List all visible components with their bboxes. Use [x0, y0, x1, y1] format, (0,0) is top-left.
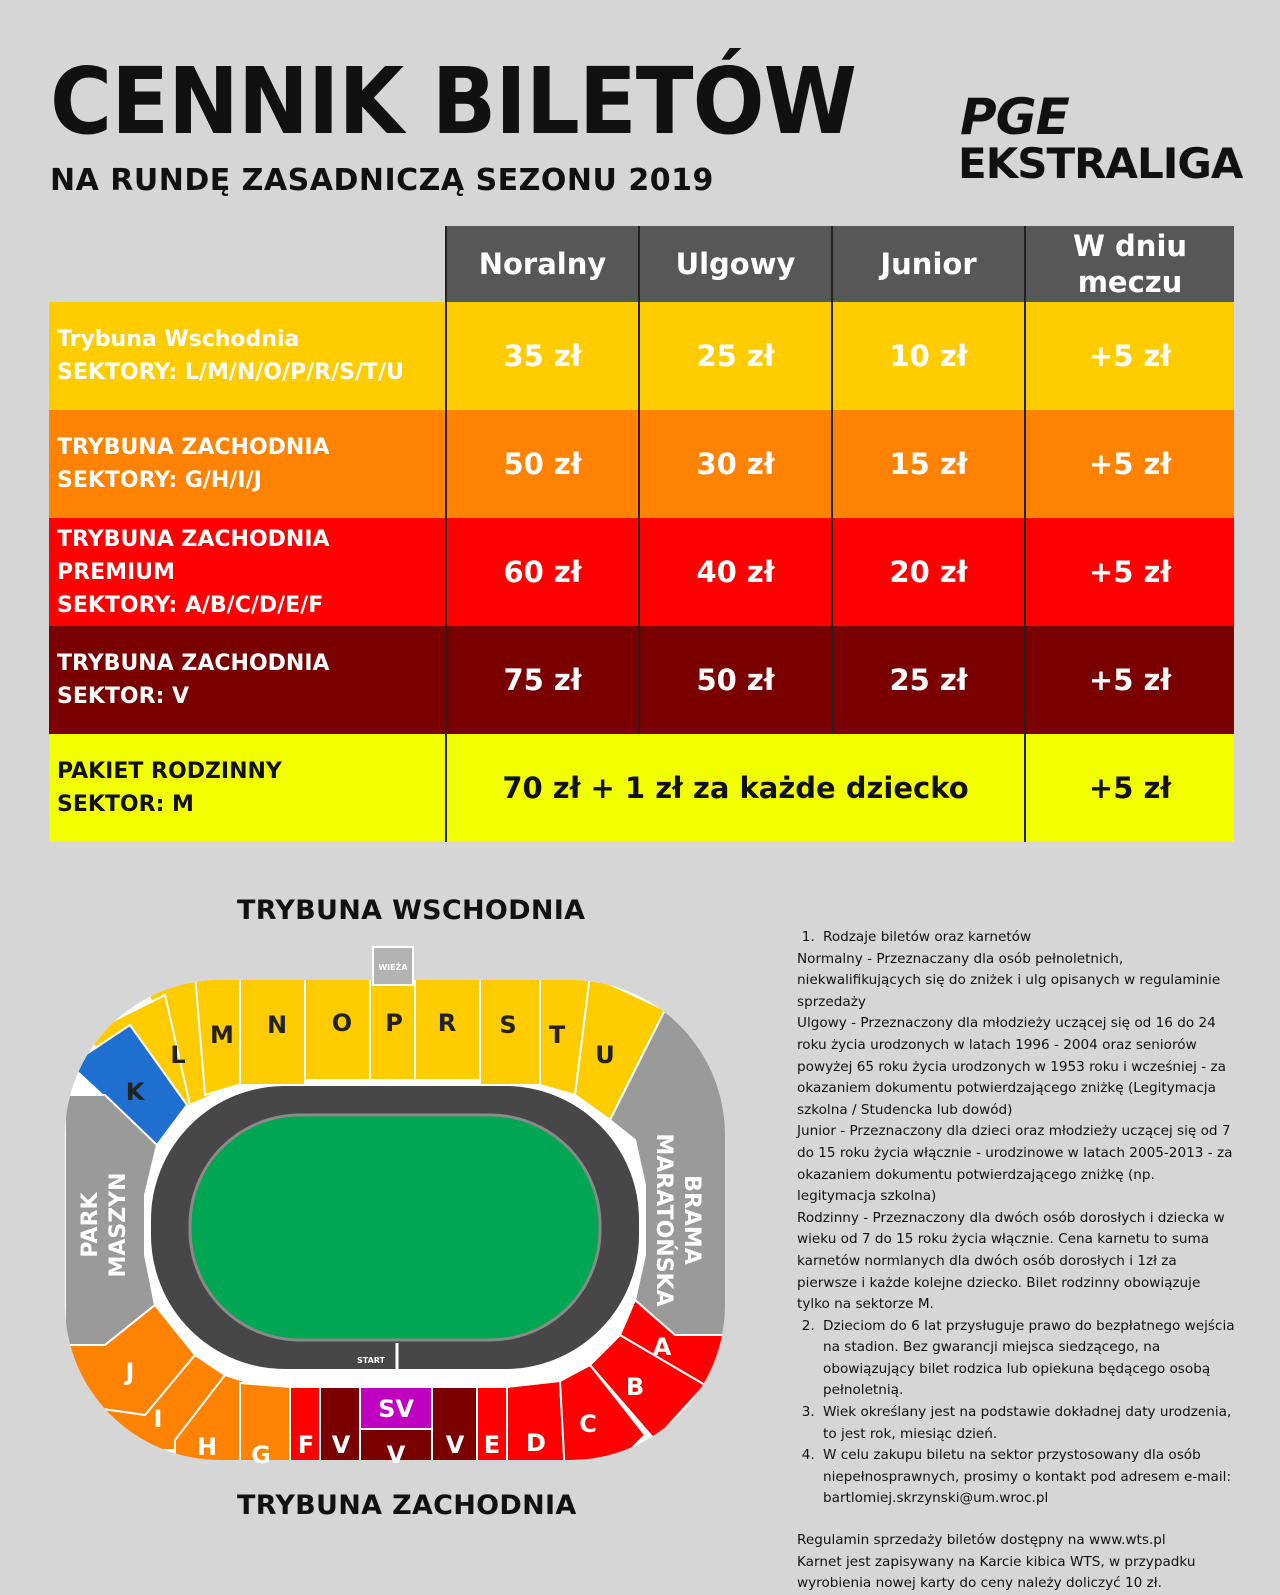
price-cell: 25 zł — [639, 302, 832, 410]
column-header-ulgowy: Ulgowy — [639, 226, 832, 302]
note-item: 1. Rodzaje biletów oraz karnetów — [819, 927, 1237, 949]
stand-name: TRYBUNA ZACHODNIA — [57, 651, 330, 676]
sector-label-e: E — [483, 1431, 501, 1459]
table-row — [49, 734, 1234, 842]
row-label — [49, 518, 446, 626]
column-header-junior: Junior — [832, 226, 1025, 302]
note-item: 4. W celu zakupu biletu na sektor przystosowany dla osób niepełnosprawnych, prosimy o kontakt pod adresem e-mail: bartlomiej.skrzynski@um.wroc.pl — [819, 1445, 1237, 1510]
sector-label-j: J — [125, 1358, 135, 1386]
family-price-cell: 70 zł + 1 zł za każde dziecko — [446, 734, 1025, 842]
price-cell: 60 zł — [446, 518, 639, 626]
sector-label-p: P — [385, 1009, 403, 1037]
sector-label-o: O — [331, 1009, 353, 1037]
sector-label-u: U — [595, 1041, 615, 1069]
sector-label-a: A — [652, 1333, 672, 1361]
park-label-2: MASZYN — [106, 1172, 131, 1278]
note-item: 2. Dzieciom do 6 lat przysługuje prawo do bezpłatnego wejścia na stadion. Bez gwarancji miejsca siedzącego, na obowiązujący bilet rodzica lub opiekuna będącego osobą pełnoletnią. — [819, 1316, 1237, 1402]
price-cell: 50 zł — [639, 626, 832, 734]
sector-label-c: C — [579, 1410, 597, 1438]
note-regulations: Regulamin sprzedaży biletów dostępny na www.wts.pl — [797, 1532, 1166, 1549]
sector-label-n: N — [266, 1011, 288, 1039]
sector-label-i: I — [153, 1405, 163, 1433]
row-label — [49, 626, 446, 734]
table-corner — [49, 226, 446, 302]
gate-label-1: BRAMA — [679, 1175, 704, 1265]
table-row — [49, 626, 1234, 734]
table-row — [49, 410, 1234, 518]
column-header-normalny: Noralny — [446, 226, 639, 302]
park-label-1: PARK — [78, 1192, 103, 1258]
sector-list: SEKTORY: G/H/I/J — [57, 468, 262, 493]
page-subtitle: NA RUNDĘ ZASADNICZĄ SEZONU 2019 — [50, 163, 714, 198]
note-card: Karnet jest zapisywany na Karcie kibica WTS, w przypadku wyrobienia nowej karty do ceny należy doliczyć 10 zł. — [797, 1553, 1196, 1592]
note-ulgowy: Ulgowy - Przeznaczony dla młodzieży uczącej się od 16 do 24 roku życia urodzonych w latach 1996 - 2004 oraz seniorów powyżej 65 roku życia urodzonych w 1953 roku i wcześniej - za okazaniem dokumentu potwierdzającego zniżkę (Legitymacja szkolna / Studencka lub dowód) — [797, 1015, 1226, 1118]
stand-name: TRYBUNA ZACHODNIA — [57, 435, 330, 460]
price-cell: 30 zł — [639, 410, 832, 518]
price-cell: 25 zł — [832, 626, 1025, 734]
table-row — [49, 302, 1234, 410]
sector-list: SEKTOR: M — [57, 792, 194, 817]
sector-label-m: M — [210, 1021, 234, 1049]
tower-label: WIEŻA — [378, 963, 408, 972]
stadium-map — [45, 935, 745, 1495]
logo-line-1: PGE — [960, 88, 1069, 146]
pitch — [190, 1115, 600, 1340]
price-cell: 75 zł — [446, 626, 639, 734]
price-cell: +5 zł — [1025, 734, 1234, 842]
sector-label-g: G — [251, 1441, 271, 1469]
price-cell: +5 zł — [1025, 302, 1234, 410]
sector-d-shape — [507, 1381, 565, 1475]
sector-label-v1: V — [331, 1431, 351, 1459]
price-cell: +5 zł — [1025, 518, 1234, 626]
pge-ekstraliga-logo — [958, 88, 1243, 188]
sector-label-v2: V — [386, 1441, 406, 1469]
price-cell: 50 zł — [446, 410, 639, 518]
logo-line-2: EKSTRALIGA — [958, 139, 1243, 188]
note-normalny: Normalny - Przeznaczany dla osób pełnoletnich, niekwalifikujących się do zniżek i ulg opisanych w regulaminie sprzedaży — [797, 950, 1221, 1010]
sector-label-sv: SV — [378, 1395, 414, 1423]
map-title-west: TRYBUNA ZACHODNIA — [237, 1490, 577, 1521]
sector-label-s: S — [499, 1011, 517, 1039]
sector-label-h: H — [196, 1433, 218, 1461]
price-cell: 35 zł — [446, 302, 639, 410]
row-label — [49, 734, 446, 842]
sector-label-v3: V — [445, 1431, 465, 1459]
sector-list: SEKTORY: L/M/N/O/P/R/S/T/U — [57, 360, 404, 385]
price-cell: +5 zł — [1025, 626, 1234, 734]
stand-name: PAKIET RODZINNY — [57, 759, 282, 784]
price-cell: +5 zł — [1025, 410, 1234, 518]
price-cell: 15 zł — [832, 410, 1025, 518]
table-row — [49, 518, 1234, 626]
sector-label-k: K — [125, 1078, 145, 1106]
sector-label-d: D — [526, 1429, 546, 1457]
stand-name: Trybuna Wschodnia — [57, 327, 300, 352]
note-junior: Junior - Przeznaczony dla dzieci oraz młodzieży uczącej się od 7 do 15 roku życia włącznie - urodzinowe w latach 2005-2013 - za okazaniem dokumentu potwierdzającego zniżkę (np. legitymacja szkolna) — [797, 1123, 1233, 1205]
price-cell: 20 zł — [832, 518, 1025, 626]
price-table — [49, 226, 1234, 842]
ticket-notes — [797, 927, 1237, 1595]
sector-label-f: F — [297, 1431, 315, 1459]
price-cell: 40 zł — [639, 518, 832, 626]
note-item: 3. Wiek określany jest na podstawie dokładnej daty urodzenia, to jest rok, miesiąc dzień. — [819, 1402, 1237, 1445]
row-label — [49, 302, 446, 410]
sector-list: SEKTOR: V — [57, 684, 190, 709]
map-title-east: TRYBUNA WSCHODNIA — [237, 895, 586, 926]
sector-label-t: T — [548, 1021, 566, 1049]
table-header-row — [49, 226, 1234, 302]
column-header-w-dniu-meczu: W dniu meczu — [1025, 226, 1234, 302]
page-title: CENNIK BILETÓW — [50, 48, 857, 155]
sector-label-b: B — [625, 1373, 645, 1401]
note-rodzinny: Rodzinny - Przeznaczony dla dwóch osób dorosłych i dziecka w wieku od 7 do 15 roku życia włącznie. Cena karnetu to suma karnetów normlanych dla dwóch osób dorosłych i 1zł za pierwsze i każde kolejne dziecko. Bilet rodzinny obowiązuje tylko na sektorze M. — [797, 1209, 1225, 1313]
price-cell: 10 zł — [832, 302, 1025, 410]
sector-list: SEKTORY: A/B/C/D/E/F — [57, 592, 324, 618]
sector-label-l: L — [170, 1041, 186, 1069]
stand-name: TRYBUNA ZACHODNIA PREMIUM — [57, 526, 330, 585]
start-label: START — [356, 1356, 386, 1365]
sector-label-r: R — [437, 1009, 457, 1037]
row-label — [49, 410, 446, 518]
gate-label-2: MARATOŃSKA — [651, 1133, 676, 1307]
